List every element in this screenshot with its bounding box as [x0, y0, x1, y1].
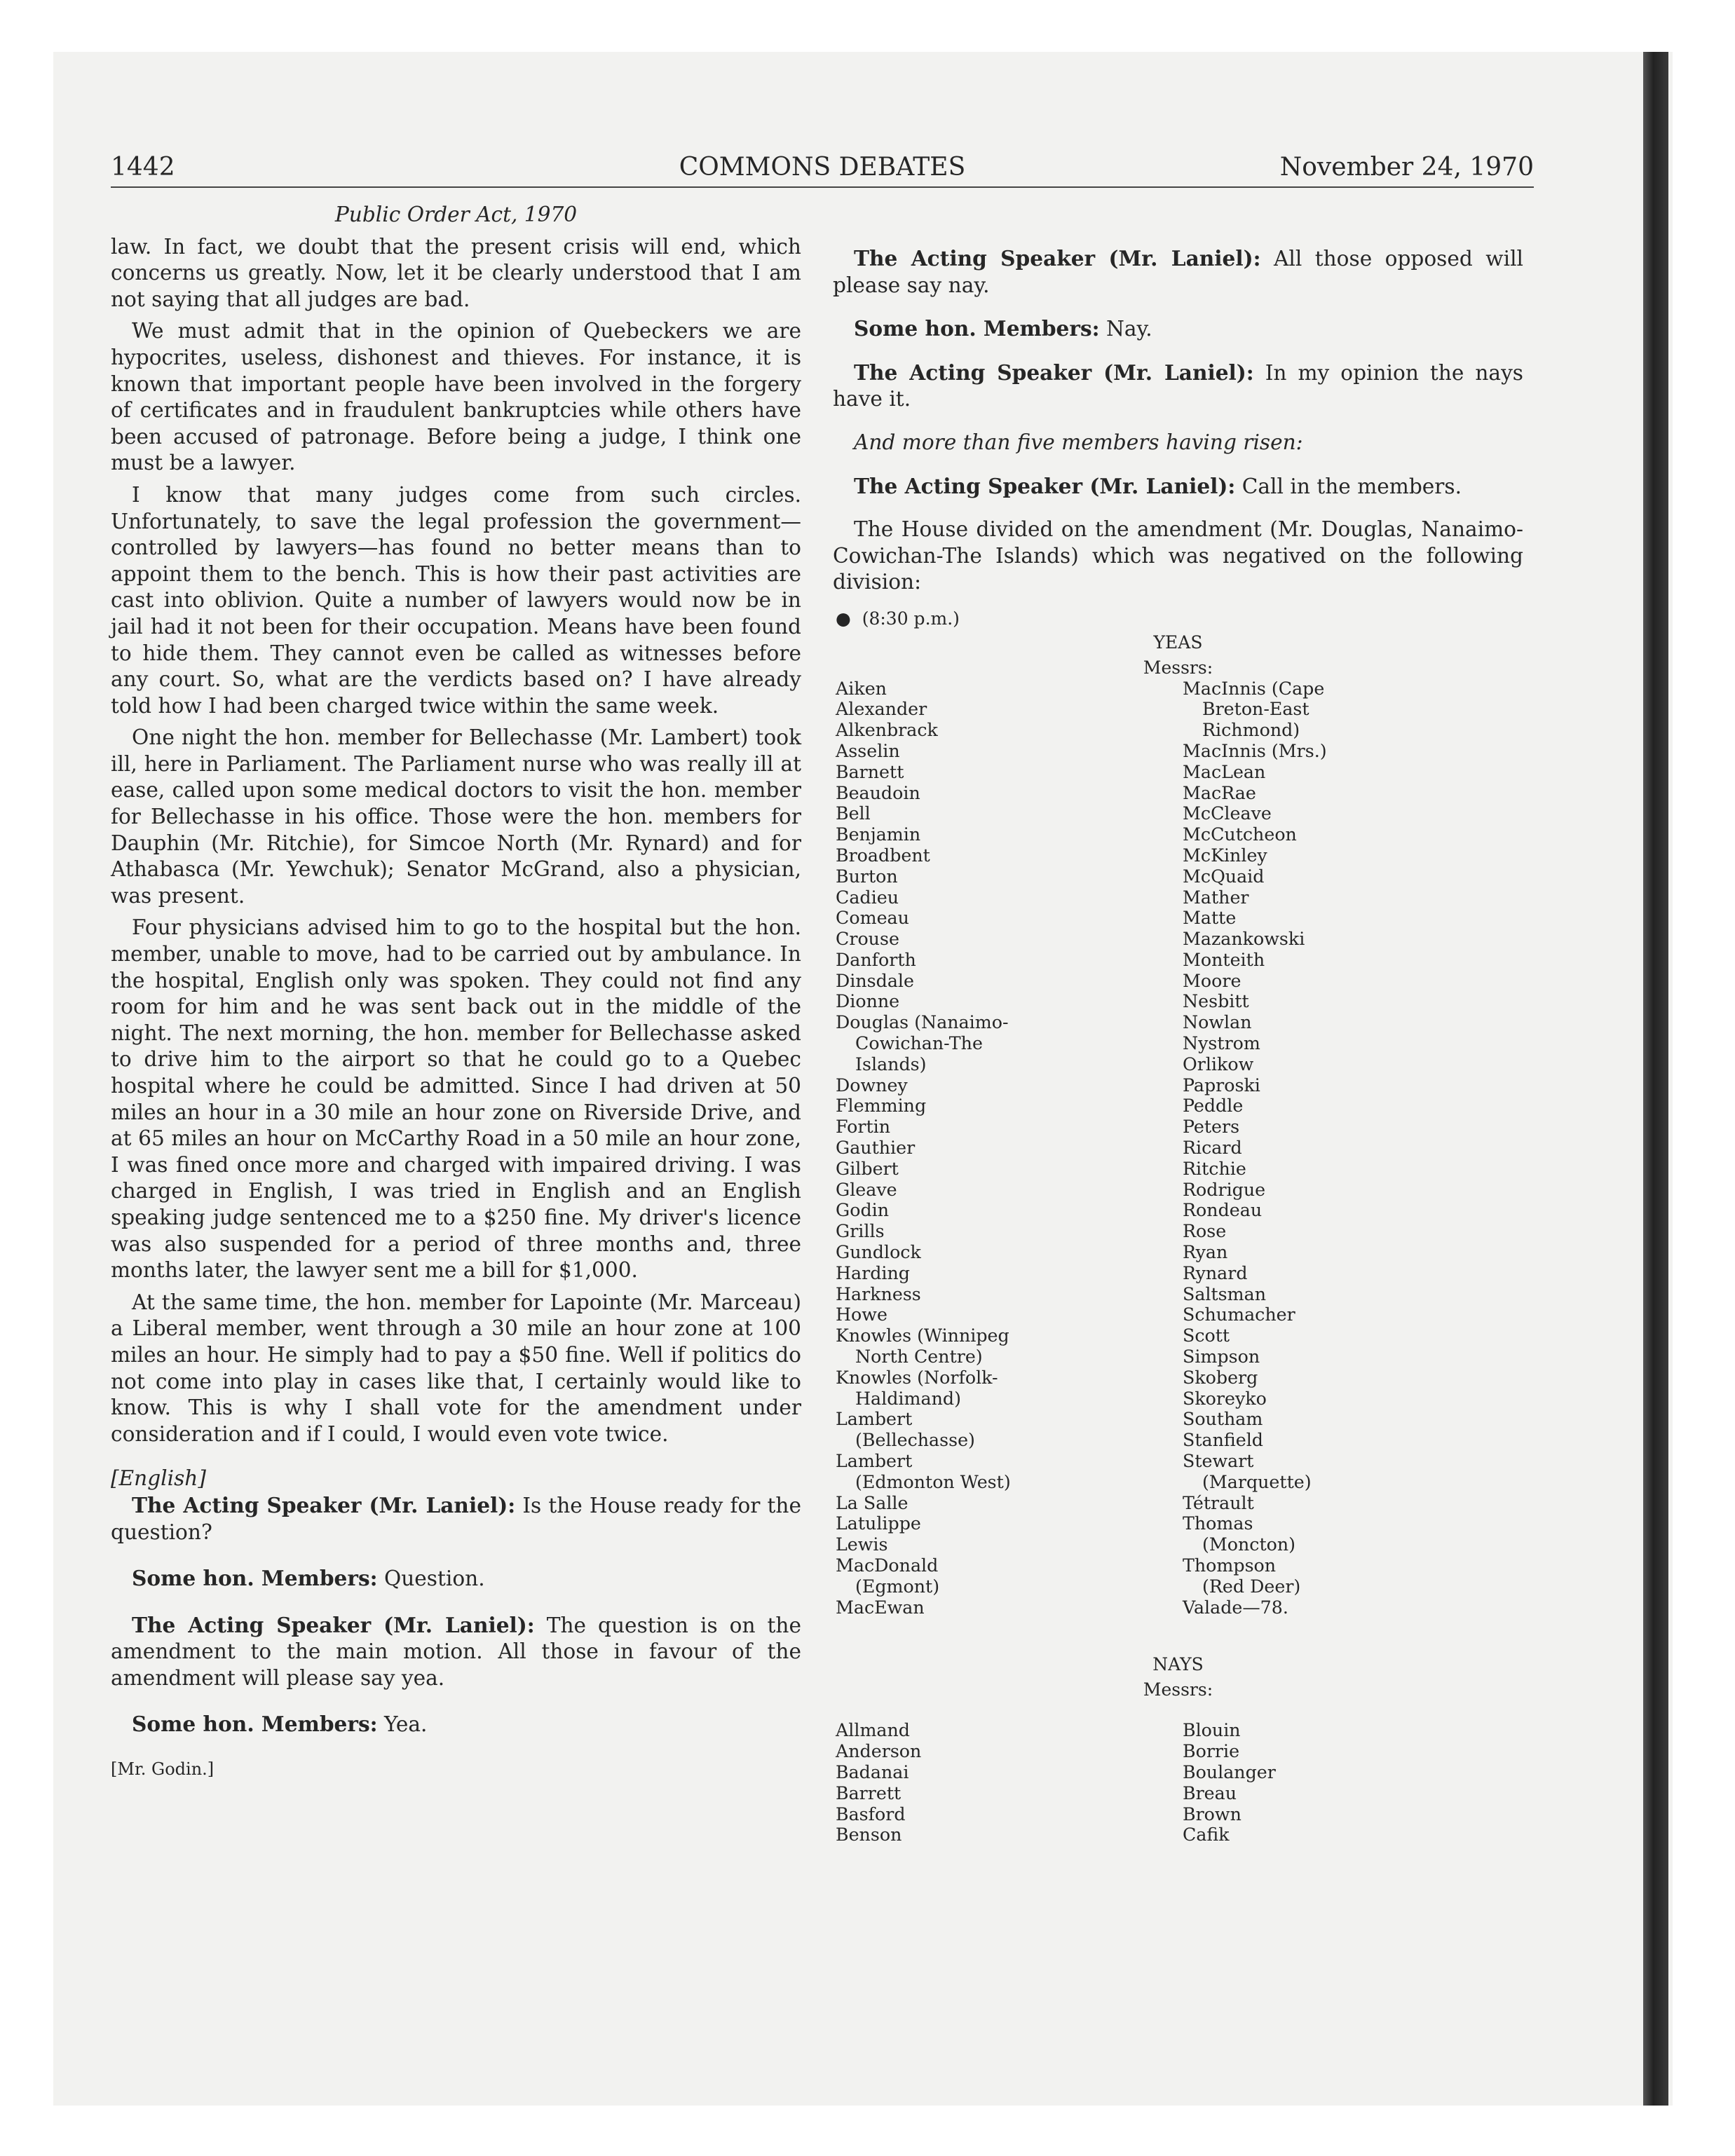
paragraph: One night the hon. member for Bellechasse (Mr. Lambert) took ill, here in Parliament. The Parliament nurse who was really ill at ease, called upon some medical doctors to visit the hon. member for Bellechasse in his office. Those were the hon. members for Dauphin (Mr. Ritchie), for Simcoe North (Mr. Rynard) and for Athabasca (Mr. Yewchuk); Senator McGrand, also a physician, was present.: [111, 725, 801, 908]
speech-text: Call in the members.: [1235, 474, 1462, 498]
member-name: Stanfield: [1183, 1430, 1263, 1451]
member-name: Saltsman: [1183, 1283, 1267, 1304]
member-name: Barrett: [836, 1782, 901, 1803]
member-name: Peters: [1183, 1117, 1240, 1138]
publication-title: COMMONS DEBATES: [679, 153, 966, 182]
speaker-name: Some hon. Members:: [132, 1566, 378, 1591]
member-name: Peddle: [1183, 1096, 1244, 1117]
nays-heading: NAYS: [1152, 1654, 1204, 1675]
yeas-list-column-2: [1183, 678, 1519, 1618]
member-name: Harkness: [836, 1283, 921, 1304]
speaker-exchange: [833, 245, 1523, 299]
speaker-name: The Acting Speaker (Mr. Laniel):: [854, 360, 1254, 385]
speaker-name: The Acting Speaker (Mr. Laniel):: [854, 246, 1261, 271]
speaker-name: Some hon. Members:: [854, 316, 1100, 341]
speaker-name: The Acting Speaker (Mr. Laniel):: [854, 473, 1236, 498]
publication-date: November 24, 1970: [1279, 153, 1534, 182]
speaker-attribution: [Mr. Godin.]: [111, 1759, 215, 1780]
yeas-list-column-1: [833, 678, 1183, 1618]
member-name: Barnett: [836, 761, 904, 782]
member-name: MacInnis (Mrs.): [1183, 740, 1327, 761]
member-name: Scott: [1183, 1325, 1230, 1346]
member-name: Cowichan-The: [855, 1033, 983, 1054]
member-name: Knowles (Norfolk-: [836, 1367, 998, 1388]
speaker-exchange: [833, 473, 1523, 500]
member-name: Gilbert: [836, 1158, 899, 1179]
member-name: MacInnis (Cape: [1183, 678, 1325, 699]
member-name: Flemming: [836, 1096, 927, 1117]
member-name: Fortin: [836, 1117, 891, 1138]
paragraph: law. In fact, we doubt that the present crisis will end, which concerns us greatly. Now, let it be clearly understood that I am not saying that all judges are bad.: [111, 234, 801, 311]
member-name: Nesbitt: [1183, 991, 1249, 1012]
member-name: Latulippe: [836, 1513, 921, 1534]
member-name: Nowlan: [1183, 1012, 1252, 1033]
paragraph: Four physicians advised him to go to the hospital but the hon. member, unable to move, had to be carried out by ambulance. In the hospital, English only was spoken. They could not find any room for him and he was sent back out in the middle of the night. The next morning, the hon. member for Bellechasse asked to drive him to the airport so that he could go to a Quebec hospital where he could be admitted. Since I had driven at 50 miles an hour in a 30 mile an hour zone on Riverside Drive, and at 65 miles an hour on McCarthy Road in a 50 mile an hour zone, I was fined once more and charged with impaired driving. I was charged in English, I was tried in English and an English speaking judge sentenced me to a $250 fine. My driver's licence was also suspended for a period of three months and, three months later, the lawyer sent me a bill for $1,000.: [111, 915, 801, 1283]
speaker-name: Some hon. Members:: [132, 1712, 378, 1737]
member-name: Anderson: [836, 1741, 922, 1762]
member-name: Benson: [836, 1824, 902, 1845]
page-edge-shadow: [1643, 52, 1668, 2106]
member-name: Schumacher: [1183, 1304, 1295, 1325]
member-name: McQuaid: [1183, 866, 1265, 887]
member-name: Brown: [1183, 1803, 1241, 1824]
member-name: Beaudoin: [836, 782, 920, 803]
yeas-list: [833, 678, 1523, 1618]
member-name: MacLean: [1183, 761, 1266, 782]
member-name: McCutcheon: [1183, 824, 1297, 845]
member-name: Badanai: [836, 1761, 909, 1782]
member-name: Gleave: [836, 1179, 897, 1200]
member-name: Ritchie: [1183, 1158, 1246, 1179]
member-name: Thompson: [1183, 1555, 1277, 1576]
member-name: Thomas: [1183, 1513, 1253, 1534]
member-name: Moore: [1183, 970, 1241, 991]
member-name: Alkenbrack: [836, 720, 938, 741]
member-name: (Moncton): [1202, 1534, 1296, 1555]
yeas-messrs: Messrs:: [1143, 657, 1213, 678]
speaker-name: The Acting Speaker (Mr. Laniel):: [132, 1492, 516, 1517]
member-name: (Marquette): [1202, 1471, 1312, 1492]
member-name: Stewart: [1183, 1451, 1254, 1472]
running-head: Public Order Act, 1970: [334, 203, 578, 226]
left-column: [111, 202, 801, 1789]
member-name: Islands): [855, 1053, 927, 1074]
member-name: Boulanger: [1183, 1761, 1276, 1782]
member-name: North Centre): [855, 1346, 983, 1367]
member-name: Monteith: [1183, 949, 1265, 970]
speech-text: Nay.: [1099, 317, 1152, 341]
member-name: Lambert: [836, 1451, 913, 1472]
member-name: Borrie: [1183, 1741, 1240, 1762]
paragraph: At the same time, the hon. member for Lapointe (Mr. Marceau) a Liberal member, went through a 30 mile an hour zone at 100 miles an hour. He simply had to pay a $50 fine. Well if politics do not come into play in cases like that, I certainly would like to know. This is why I shall vote for the amendment under consideration and if I could, I would even vote twice.: [111, 1290, 801, 1446]
speaker-exchange: [833, 360, 1523, 413]
member-name: (Edmonton West): [855, 1471, 1011, 1492]
member-name: Gundlock: [836, 1242, 921, 1263]
speaker-name: The Acting Speaker (Mr. Laniel):: [132, 1612, 535, 1637]
nays-list-column-2: [1183, 1720, 1519, 1845]
member-name: Grills: [836, 1221, 885, 1242]
timestamp-text: (8:30 p.m.): [862, 608, 960, 629]
member-name: Breau: [1183, 1782, 1237, 1803]
language-tag: [English]: [111, 1466, 206, 1491]
member-name: Asselin: [836, 740, 900, 761]
member-name: Gauthier: [836, 1138, 916, 1159]
member-name: Paproski: [1183, 1074, 1260, 1096]
nays-list-column-1: [833, 1720, 1183, 1845]
member-name: Broadbent: [836, 845, 930, 866]
speaker-exchange: [111, 1492, 801, 1546]
speech-text: Is the House ready for the question?: [111, 1493, 801, 1544]
paragraph: I know that many judges come from such circles. Unfortunately, to save the legal profession the government—controlled by lawyers—has found no better means than to appoint them to the bench. This is how their past activities are cast into oblivion. Quite a number of lawyers would now be in jail had it not been for their occupation. Means have been found to hide them. They cannot even be called as witnesses before any court. So, what are the verdicts based on? I have already told how I had been charged twice within the same week.: [111, 482, 801, 718]
nays-list: [833, 1720, 1523, 1845]
member-name: Basford: [836, 1803, 906, 1824]
member-name: Orlikow: [1183, 1053, 1254, 1074]
member-name: Cadieu: [836, 887, 899, 908]
member-name: Alexander: [836, 699, 927, 720]
member-name: (Bellechasse): [855, 1430, 975, 1451]
member-name: Cafik: [1183, 1824, 1230, 1845]
member-name: Skoreyko: [1183, 1388, 1267, 1409]
speaker-exchange: [111, 1565, 801, 1592]
member-name: Valade—78.: [1183, 1597, 1288, 1618]
member-name: MacEwan: [836, 1597, 925, 1618]
member-name: Ricard: [1183, 1138, 1242, 1159]
member-name: Dinsdale: [836, 970, 914, 991]
member-name: Downey: [836, 1074, 908, 1096]
member-name: Breton-East: [1202, 699, 1309, 720]
member-name: Comeau: [836, 908, 909, 929]
timestamp: ● (8:30 p.m.): [836, 608, 960, 629]
member-name: Simpson: [1183, 1346, 1260, 1367]
member-name: Benjamin: [836, 824, 921, 845]
member-name: Douglas (Nanaimo-: [836, 1012, 1009, 1033]
member-name: MacDonald: [836, 1555, 939, 1576]
member-name: Southam: [1183, 1409, 1263, 1430]
nays-messrs: Messrs:: [1143, 1679, 1213, 1700]
speech-text: All those opposed will please say nay.: [833, 247, 1523, 297]
member-name: Richmond): [1202, 720, 1300, 741]
member-name: McCleave: [1183, 803, 1272, 824]
member-name: Harding: [836, 1262, 911, 1283]
right-column: [833, 245, 1523, 1845]
member-name: McKinley: [1183, 845, 1267, 866]
speech-text: In my opinion the nays have it.: [833, 360, 1523, 411]
member-name: MacRae: [1183, 782, 1256, 803]
member-name: Lambert: [836, 1409, 913, 1430]
member-name: Blouin: [1183, 1720, 1241, 1741]
member-name: Howe: [836, 1304, 887, 1325]
member-name: Tétrault: [1183, 1492, 1254, 1513]
page-number: 1442: [111, 153, 175, 182]
member-name: Rynard: [1183, 1262, 1248, 1283]
page-header: [111, 151, 1534, 188]
speech-text: The question is on the amendment to the main motion. All those in favour of the amendment will please say yea.: [111, 1613, 801, 1690]
member-name: Mather: [1183, 887, 1249, 908]
member-name: Rose: [1183, 1221, 1227, 1242]
yeas-heading: YEAS: [1153, 632, 1203, 653]
member-name: Rodrigue: [1183, 1179, 1266, 1200]
member-name: Matte: [1183, 908, 1237, 929]
procedural-note: And more than five members having risen:: [854, 430, 1303, 454]
member-name: La Salle: [836, 1492, 909, 1513]
member-name: Ryan: [1183, 1242, 1228, 1263]
division-statement: The House divided on the amendment (Mr. Douglas, Nanaimo-Cowichan-The Islands) which was negatived on the following division:: [833, 517, 1523, 594]
speaker-exchange: [111, 1612, 801, 1692]
member-name: Lewis: [836, 1534, 888, 1555]
member-name: (Red Deer): [1202, 1576, 1301, 1597]
member-name: Godin: [836, 1200, 890, 1221]
speech-text: Question.: [377, 1567, 485, 1591]
member-name: Haldimand): [855, 1388, 961, 1409]
member-name: Mazankowski: [1183, 929, 1305, 950]
member-name: Aiken: [836, 678, 887, 699]
member-name: Knowles (Winnipeg: [836, 1325, 1009, 1346]
speaker-exchange: [111, 1711, 801, 1738]
paragraph: We must admit that in the opinion of Quebeckers we are hypocrites, useless, dishonest and thieves. For instance, it is known that important people have been involved in the forgery of certificates and in fraudulent bankruptcies while others have been accused of patronage. Before being a judge, I think one must be a lawyer.: [111, 319, 801, 475]
speech-text: Yea.: [377, 1712, 428, 1737]
speaker-exchange: [833, 315, 1523, 343]
member-name: (Egmont): [855, 1576, 940, 1597]
member-name: Dionne: [836, 991, 900, 1012]
member-name: Rondeau: [1183, 1200, 1263, 1221]
member-name: Danforth: [836, 949, 916, 970]
member-name: Nystrom: [1183, 1033, 1260, 1054]
member-name: Skoberg: [1183, 1367, 1258, 1388]
member-name: Allmand: [836, 1720, 911, 1741]
member-name: Crouse: [836, 929, 899, 950]
member-name: Burton: [836, 866, 898, 887]
member-name: Bell: [836, 803, 871, 824]
